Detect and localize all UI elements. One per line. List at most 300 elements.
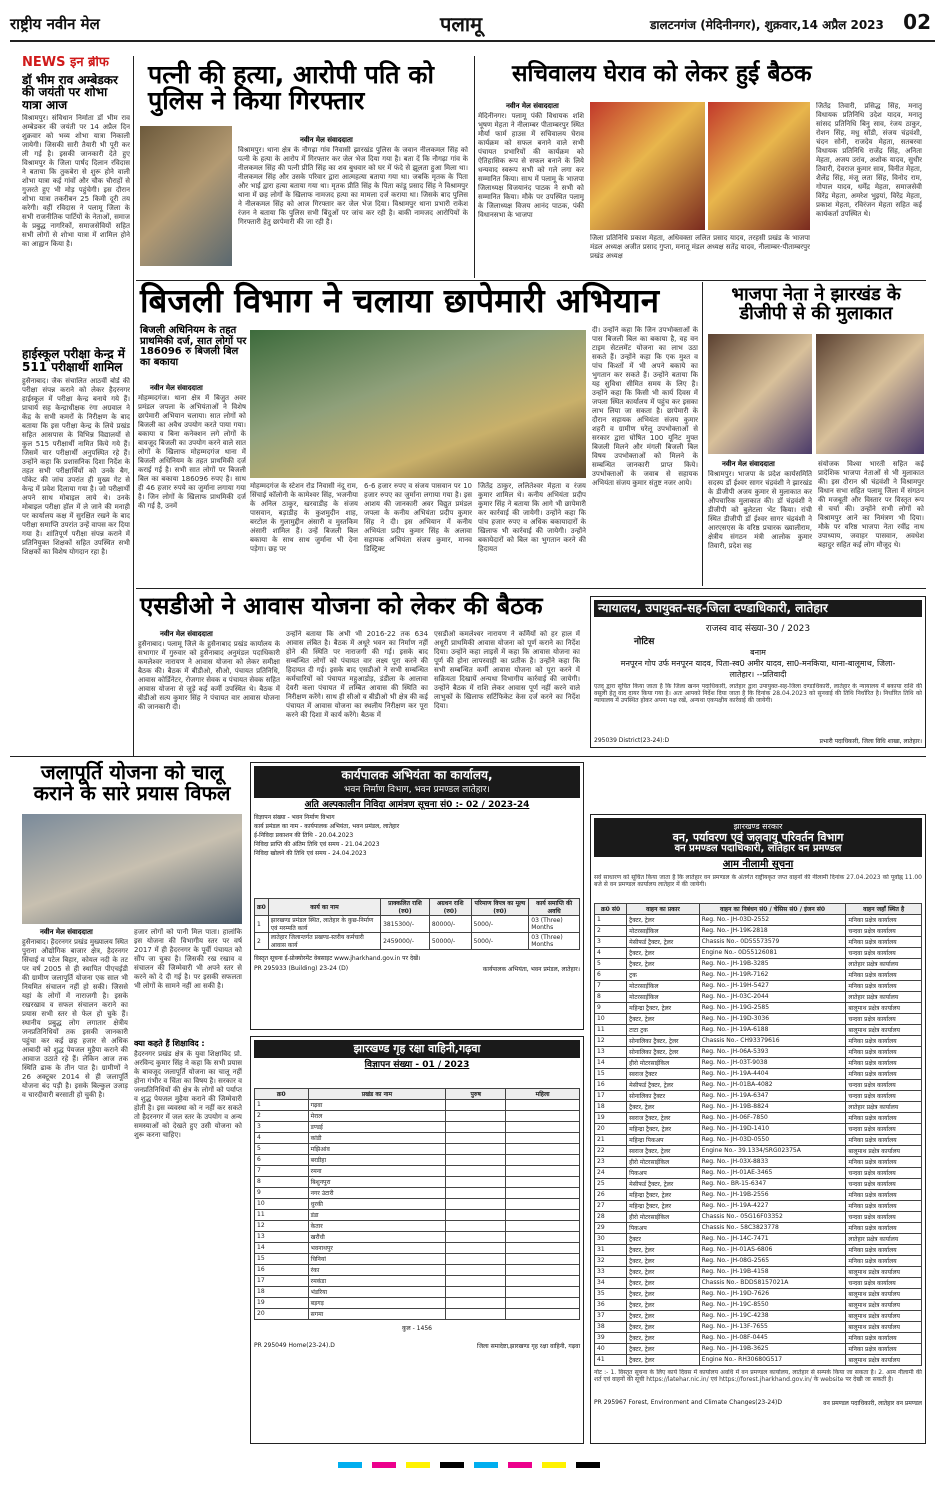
table-cell: Reg. No.- JH-19D-7626	[699, 1288, 846, 1299]
table-cell: मेसीफर्ड ट्रैक्टर, ट्रेलर	[627, 1079, 699, 1090]
table-row	[595, 1244, 922, 1255]
table-cell: चन्दवा प्रक्षेत्र कार्यालय	[846, 1178, 922, 1189]
table-row	[595, 925, 922, 936]
table-cell: Chassis No.- BDDS8157021A	[699, 1277, 846, 1288]
forest-col-header: वाहन का प्रकार	[627, 903, 699, 914]
table-cell	[446, 1286, 506, 1297]
table-cell: चन्दवा प्रक्षेत्र कार्यालय	[846, 1013, 922, 1024]
table-cell: 7	[255, 1165, 309, 1176]
court-pr: 295039 District(23-24):D	[594, 736, 670, 744]
homeguard-col-header: महिला	[506, 1088, 580, 1099]
table-cell: बालूमाथ प्रक्षेत्र कार्यालय	[846, 1024, 922, 1035]
electricity-byline: नवीन मेल संवाददाता	[150, 384, 203, 392]
secretariat-photo-left	[590, 102, 705, 230]
table-cell: 5000/-	[471, 916, 529, 933]
table-cell: Reg. No.- JH-08G-2565	[699, 1255, 846, 1266]
table-cell	[506, 1297, 580, 1308]
water-meeting-photo	[22, 814, 242, 924]
table-cell: 1	[255, 916, 269, 933]
forest-govt: झारखण्ड सरकार	[733, 822, 783, 831]
table-cell: 36	[595, 1299, 627, 1310]
table-cell: Reg. No.- JH-06A-5393	[699, 1046, 846, 1057]
table-row	[595, 1101, 922, 1112]
registration-swatch	[542, 1462, 566, 1468]
homeguard-col-header: प्रखंड का नाम	[308, 1088, 445, 1099]
wife-story-headline: पत्नी की हत्या, आरोपी पति को पुलिस ने किया गिरफ्तार	[148, 60, 434, 116]
table-cell	[506, 1242, 580, 1253]
registration-swatch	[440, 1462, 464, 1468]
table-cell: 14	[595, 1057, 627, 1068]
table-row	[595, 1211, 922, 1222]
table-cell: Reg. No.- JH-03X-8833	[699, 1156, 846, 1167]
table-cell: 4	[595, 947, 627, 958]
table-cell: 22	[595, 1145, 627, 1156]
table-cell: 26	[595, 1189, 627, 1200]
table-cell: Reg. No.- JH-19D-3036	[699, 1013, 846, 1024]
table-cell: 23	[595, 1156, 627, 1167]
registration-swatch	[508, 1462, 532, 1468]
table-cell: मनिका प्रक्षेत्र कार्यालय	[846, 980, 922, 991]
bjp-body-col2: संयोजक विश्वा भारती सहित कई प्रादेशिक भाजपा नेताओं से भी मुलाकात की। इस दौरान श्री चंद्रवंशी ने विश्रामपुर विधान सभा सहित पलामू जिला में संगठन की मजबूती और विस्तार पर विस्तृत रूप से चर्चा की। उन्होंने सभी लोगों को विश्रामपुर आने का निमंत्रण भी दिया। मौके पर वरिष्ठ भाजपा नेता रवींद्र नाथ उपाध्याय, जवाहर पासवान, अवधेश बहादुर सहित कई लोग मौजूद थे।	[818, 460, 924, 549]
table-cell: 11	[595, 1024, 627, 1035]
table-cell: लातेहार प्रक्षेत्र कार्यालय	[846, 991, 922, 1002]
secretariat-photo-right	[708, 102, 810, 230]
table-cell: Reg. No.- JH-19C-4238	[699, 1310, 846, 1321]
court-party: मनपूरन गोप उर्फ मनपूरन यादव, पिता-स्व0 अमीर यादव, सा0-मनकिया, थाना-बालूमाथ, जिला-लातेहार। --प्रतिवादी	[620, 658, 896, 679]
table-row	[595, 1233, 922, 1244]
table-cell: ट्रैक्टर, ट्रेलर	[627, 1255, 699, 1266]
electricity-raid-photo	[250, 330, 586, 478]
table-cell: ट्रैक्टर	[627, 1233, 699, 1244]
table-cell: 29	[595, 1222, 627, 1233]
electricity-body-col1: मोहम्मदगंज। थाना क्षेत्र में बिजुत अवर प्रमंडल जपला के अभियंताओं ने विशेष छापेमारी अभियान चलाया। सात लोगों को बिजली का अवैध उपयोग करते पाया गया। बकाया व बिना कनेक्शन लगे लोगों के बावजूद बिजली का उपयोग करने वाले सात लोगों के खिलाफ मोहम्मदगंज थाना में बिजली अधिनियम के तहत प्राथमिकी दर्ज कराई गई है। सभी सात लोगों पर बिजली बिल का बकाया 186096 रुपए है। साथ ही 46 हजार रुपये का जुर्माना लगाया गया है। जिन लोगों के खिलाफ प्राथमिकी दर्ज की गई है, उनमें	[138, 394, 246, 510]
table-cell: चन्दवा प्रक्षेत्र कार्यालय	[846, 1277, 922, 1288]
table-row	[595, 969, 922, 980]
table-cell: लातेहार जिलान्तर्गत प्रखण्ड-स्तरीय कर्मचारी आवास कार्य	[268, 933, 380, 950]
table-cell: मनिका प्रक्षेत्र कार्यालय	[846, 1244, 922, 1255]
forest-col-header: क्र0 सं0	[595, 903, 627, 914]
table-cell: रमकंडा	[308, 1275, 445, 1286]
registration-swatch	[576, 1462, 600, 1468]
table-cell: मनिका प्रक्षेत्र कार्यालय	[846, 914, 922, 925]
table-row	[595, 1145, 922, 1156]
table-cell: 27	[595, 1200, 627, 1211]
registration-swatch	[474, 1462, 498, 1468]
homeguard-signatory: जिला समादेष्टा,झारखण्ड गृह रक्षा वाहिनी, गढ़वा	[477, 1342, 580, 1350]
electricity-subhead: बिजली अधिनियम के तहत प्राथमिकी दर्ज, सात लोगों पर 186096 रु बिजली बिल का बकाया	[140, 325, 247, 368]
table-cell: Reg. No.- JH-19K-2818	[699, 925, 846, 936]
table-cell	[446, 1198, 506, 1209]
table-cell: Reg. No.- JH-19G-2585	[699, 1002, 846, 1013]
table-cell: टाटा ट्रक	[627, 1024, 699, 1035]
table-cell: मनिका प्रक्षेत्र कार्यालय	[846, 1068, 922, 1079]
table-cell: ट्रैक्टर, ट्रेलर	[627, 1266, 699, 1277]
table-row	[595, 1002, 922, 1013]
water-quote-label: क्या कहते हैं शिक्षाविद :	[134, 1039, 205, 1048]
table-cell: 11	[255, 1209, 309, 1220]
table-row	[255, 1308, 580, 1319]
sdo-body-col2: उन्होंने बताया कि अभी भी 2016-22 तक 634 आवास लंबित है। बैठक में अधूरे भवन का निर्माण नहीं होने की स्थिति पर नाराजगी की गई। इसके बाद सम्बन्धित लोगों को पंचायत वार लक्ष्य पूरा करने की हिदायत दी गई। इसके बाद एसडीओ ने सभी सम्बन्धित कर्मचारियों को पंचायत महुआडोड़, डंडीला के आलावा देवरी कला पंचायत में लम्बित आवास की स्थिति का निरीक्षण करेंगे। साथ ही सीओ व बीडीओ भी क्षेत्र की कई पंचायत में आवास योजना का स्थलीय निरीक्षण कर पूरा करने की दिशा में कार्य करेंगे। बैठक में	[286, 630, 428, 719]
table-row	[595, 1310, 922, 1321]
table-cell: 31	[595, 1244, 627, 1255]
electricity-body-col4: जितेंद्र ठाकुर, ललितेश्वर मेहता व रंजय कुमार शामिल थे। कनीय अभियंता प्रदीप कुमार सिंह ने बताया कि आगे भी छापेमारी कर कार्रवाई की जायेगी। उन्होंने कहा कि पांच हजार रुपए व अधिक बकायादारों के खिलाफ भी कार्रवाई की जायेगी। उन्होंने बकायेदारों को बिल का भुगतान करने की हिदायत	[478, 482, 586, 553]
forest-vehicle-table	[594, 903, 922, 1366]
table-cell: Reg. No.- JH-19B-4158	[699, 1266, 846, 1277]
table-cell	[506, 1231, 580, 1242]
table-cell: डण्डई	[308, 1121, 445, 1132]
table-cell	[446, 1099, 506, 1110]
tender-info-row: निविदा प्राप्ति की अंतिम तिथि एवं समय - 21.04.2023	[254, 841, 380, 849]
table-cell	[506, 1264, 580, 1275]
table-cell: मोटरसाईकिल	[627, 980, 699, 991]
table-cell	[506, 1253, 580, 1264]
table-cell: मनिका प्रक्षेत्र कार्यालय	[846, 1112, 922, 1123]
table-cell: ट्रैक्टर, ट्रेलर	[627, 947, 699, 958]
table-cell: Reg. No.- JH-13F-7655	[699, 1321, 846, 1332]
table-row	[595, 1266, 922, 1277]
table-cell: महिन्द्रा पिकअप	[627, 1134, 699, 1145]
table-cell	[446, 1110, 506, 1121]
table-cell	[506, 1275, 580, 1286]
brief2-body: हुसैनाबाद। जैक संचालित आठवीं बोर्ड की परीक्षा संपन्न कराने को लेकर हैदरनगर हाईस्कूल में परीक्षा केन्द्र बनाये गये हैं। प्राचार्य सह केन्द्राधीक्षक रंगा अग्रवाल ने केंद्र के सभी कमरों के निरीक्षण के बाद बताया कि इस परीक्षा केन्द्र के लिये प्रखंड सहित आसपास के विभिन्न विद्यालयों से कुल 515 परीक्षार्थी नामित किये गये हैं। जिसमें चार परीक्षार्थी अनुपस्थित रहे हैं। उन्होंने कहा कि प्रशासनिक दिशा निर्देश के तहत सभी परीक्षार्थियों को उनके बैग, पॉकेट की जांच उपरांत ही मुख्य गेट से केन्द्र में प्रवेश दिलाया गया है। जो परीक्षार्थी अपने साथ मोबाइल लाये थे। उनके मोबाइल परीक्षा हॉल में ले जाने की मनाही पर कार्यालय कक्ष में सुरक्षित रखने के बाद परीक्षा समाप्ति उपरांत उन्हें वापस कर दिया गया है। शांतिपूर्ण परीक्षा संपन्न कराने में प्रतिनियुक्त शिक्षकों सहित उपस्थित सभी शिक्षकों का विशेष योगदान रहा है।	[22, 376, 130, 556]
table-row	[595, 914, 922, 925]
table-cell: 10	[255, 1198, 309, 1209]
table-cell: 37	[595, 1310, 627, 1321]
table-row	[595, 1024, 922, 1035]
table-cell: 2459000/-	[381, 933, 430, 950]
table-row	[255, 1231, 580, 1242]
table-cell	[506, 1132, 580, 1143]
table-row	[255, 1198, 580, 1209]
table-cell: 41	[595, 1354, 627, 1365]
table-cell: Chassis No.- 05G16F03352	[699, 1211, 846, 1222]
table-cell: 3	[255, 1121, 309, 1132]
sdo-byline: नवीन मेल संवाददाता	[160, 630, 213, 638]
table-row	[255, 1132, 580, 1143]
table-cell: Reg. No.- JH-03D-2552	[699, 914, 846, 925]
table-row	[595, 1288, 922, 1299]
table-cell: मनिका प्रक्षेत्र कार्यालय	[846, 1156, 922, 1167]
court-signatory: प्रभारी पदाधिकारी, जिला विधि शाखा, लातेहार।	[819, 737, 922, 745]
table-cell	[506, 1308, 580, 1319]
table-cell: Chassis No.- 58C3823778	[699, 1222, 846, 1233]
table-row	[595, 1222, 922, 1233]
tender-notice: अति अल्पकालीन निविदा आमंत्रण सूचना सं0 :- 02 / 2023-24	[304, 799, 530, 810]
table-row	[595, 1068, 922, 1079]
table-cell: हीरो मोटरसाईकिल	[627, 1156, 699, 1167]
forest-dept: वन, पर्यावरण एवं जलवायु परिवर्तन विभाग	[672, 831, 844, 844]
table-cell: ट्रैक्टर, ट्रेलर	[627, 1101, 699, 1112]
table-cell: Reg. No.- JH-19H-5427	[699, 980, 846, 991]
forest-col-header: वाहन जहाँ स्थित है	[846, 903, 922, 914]
tender-col-header: अग्रधन राशि (रु0)	[429, 899, 471, 916]
table-row	[255, 916, 580, 933]
forest-col-header: वाहन का निबंधन सं0 / चेसिस सं0 / इंजन सं0	[699, 903, 846, 914]
table-cell: 25	[595, 1178, 627, 1189]
table-cell	[506, 1176, 580, 1187]
table-cell: मनिका प्रक्षेत्र कार्यालय	[846, 1200, 922, 1211]
tender-info-row: निविदा खोलने की तिथि एवं समय - 24.04.2023	[254, 850, 367, 858]
table-cell: बड़गड़	[308, 1297, 445, 1308]
table-row	[255, 1209, 580, 1220]
forest-signatory: वन प्रमण्डल पदाधिकारी, लातेहार वन प्रमण्डल	[823, 1399, 922, 1407]
print-color-bar	[24, 1462, 924, 1472]
wife-story-byline: नवीन मेल संवाददाता	[300, 136, 353, 144]
brief1-title: डॉ भीम राव अम्बेडकर की जयंती पर शोभा यात्रा आज	[22, 72, 118, 112]
table-cell: 1	[255, 1099, 309, 1110]
homeguard-pr: PR 295049 Home(23-24).D	[254, 1341, 335, 1349]
table-row	[595, 991, 922, 1002]
table-row	[595, 1255, 922, 1266]
table-cell: 38	[595, 1321, 627, 1332]
table-row	[255, 1099, 580, 1110]
table-cell: मनिका प्रक्षेत्र कार्यालय	[846, 1134, 922, 1145]
table-cell: मनिका प्रक्षेत्र कार्यालय	[846, 1332, 922, 1343]
table-cell: लातेहार प्रक्षेत्र कार्यालय	[846, 958, 922, 969]
table-cell	[446, 1220, 506, 1231]
table-cell: ट्रैक्टर, ट्रेलर	[627, 1299, 699, 1310]
table-row	[595, 1178, 922, 1189]
court-notice-ad	[590, 596, 926, 748]
bjp-body-col1: विश्रामपुर। भाजपा के प्रदेश कार्यसमिति सदस्य डॉ ईश्वर सागर चंद्रवंशी ने झारखंड के डीजीपी अजय कुमार से मुलाकात कर औपचारिक मुलाकात की। डॉ चंद्रवंशी ने डीजीपी को बुलेटला भेंट किया। रांची स्थित डीजीपी डॉ ईश्वर सागर चंद्रवंशी ने आरएसएस के वरिष्ठ प्रचारक ख्यालीराम, क्षेत्रीय संगठन मंत्री आलोक कुमार तिवारी, प्रदेश सह	[708, 470, 812, 550]
forest-auction-ad	[590, 814, 926, 1444]
table-cell: 24	[595, 1167, 627, 1178]
table-cell: लातेहार प्रक्षेत्र कार्यालय	[846, 1101, 922, 1112]
table-cell: मनिका प्रक्षेत्र कार्यालय	[846, 1046, 922, 1057]
table-cell	[446, 1242, 506, 1253]
table-cell: 5000/-	[471, 933, 529, 950]
tender-table	[254, 898, 580, 950]
table-cell	[446, 1209, 506, 1220]
table-cell: 8	[595, 991, 627, 1002]
water-body-col2b: हैदरनगर प्रखंड क्षेत्र के युवा शिक्षाविद प्रो. अरविन्द कुमार सिंह ने कहा कि सभी प्रयास के बावजूद जलापूर्ति योजना का चालू नहीं होना गंभीर व चिंता का विषय है। सरकार व जनप्रतिनिधियों की क्षेत्र के लोगों को पर्याप्त व शुद्ध पेयजल मुहैया कराने की जिम्मेवारी होती है। इस व्यवस्था को न नहीं कर सकते तो हैदरनगर में जल स्तर के उपयोग व अन्य समस्याओं को देखते हुए उसी योजना को शुरू करना चाहिए।	[134, 1050, 242, 1140]
table-cell: मनिका प्रक्षेत्र कार्यालय	[846, 969, 922, 980]
table-cell: लातेहार प्रक्षेत्र कार्यालय	[846, 1233, 922, 1244]
table-cell: 4	[255, 1132, 309, 1143]
table-cell: 20	[595, 1123, 627, 1134]
table-cell: मनिका प्रक्षेत्र कार्यालय	[846, 1255, 922, 1266]
column-divider	[474, 56, 475, 278]
homeguard-total: कुल - 1456	[402, 1324, 432, 1332]
table-cell: हीरो मोटरसाईकिल	[627, 1211, 699, 1222]
table-row	[595, 1277, 922, 1288]
table-cell: Reg. No.- JH-06F-7850	[699, 1112, 846, 1123]
table-cell: बिशुनपुरा	[308, 1176, 445, 1187]
table-cell: मनिका प्रक्षेत्र कार्यालय	[846, 1057, 922, 1068]
table-cell: 2	[255, 933, 269, 950]
table-cell: 39	[595, 1332, 627, 1343]
table-cell: Reg. No.- JH-19A-6347	[699, 1090, 846, 1101]
table-row	[255, 1110, 580, 1121]
table-cell: धुरकी	[308, 1198, 445, 1209]
table-cell: मझिआंव	[308, 1143, 445, 1154]
table-cell: 5	[255, 1143, 309, 1154]
table-cell: Reg. No.- JH-01BA-4082	[699, 1079, 846, 1090]
table-cell: 30	[595, 1233, 627, 1244]
table-cell: बालूमाथ प्रक्षेत्र कार्यालय	[846, 1288, 922, 1299]
table-cell: Reg. No.- BR-15-6347	[699, 1178, 846, 1189]
tender-col-header: कार्य का नाम	[268, 899, 380, 916]
table-cell: हीरो मोटरसाईकिल	[627, 1057, 699, 1068]
table-cell: बालूमाथ प्रक्षेत्र कार्यालय	[846, 1321, 922, 1332]
table-cell: ट्रैक्टर, ट्रेलर	[627, 958, 699, 969]
table-cell: बरडीहा	[308, 1154, 445, 1165]
bjp-headline: भाजपा नेता ने झारखंड के डीजीपी से की मुलाकात	[731, 284, 901, 324]
table-cell	[506, 1198, 580, 1209]
homeguard-table	[254, 1088, 580, 1320]
table-cell: चन्दवा प्रक्षेत्र कार्यालय	[846, 1123, 922, 1134]
table-cell: Reg. No.- JH-19B-2556	[699, 1189, 846, 1200]
table-row	[255, 1143, 580, 1154]
table-cell: Chassis No.- 0D55573579	[699, 936, 846, 947]
table-cell: Reg. No.- JH-19A-4227	[699, 1200, 846, 1211]
table-cell	[446, 1264, 506, 1275]
homeguard-ad	[250, 1036, 584, 1444]
registration-swatch	[338, 1462, 362, 1468]
column-divider	[702, 282, 703, 586]
table-cell: 80000/-	[429, 916, 471, 933]
table-cell: पिकअप	[627, 1167, 699, 1178]
tender-info-row: विज्ञापन संख्या - भवन निर्माण विभाग	[254, 814, 335, 822]
table-cell: 03 (Three) Months	[529, 933, 580, 950]
table-cell: Engine No.- 0D55126081	[699, 947, 846, 958]
court-title: न्यायालय, उपायुक्त-सह-जिला दण्डाधिकारी, लातेहार	[594, 600, 922, 617]
table-cell: 20	[255, 1308, 309, 1319]
table-cell: नगर उंटारी	[308, 1187, 445, 1198]
table-cell: ट्रैक्टर, ट्रेलर	[627, 1288, 699, 1299]
table-row	[595, 1090, 922, 1101]
column-divider	[133, 56, 134, 756]
brief2-title: हाईस्कूल परीक्षा केन्द्र में 511 परीक्षार्थी शामिल	[22, 347, 125, 375]
table-cell: 40	[595, 1343, 627, 1354]
table-row	[255, 1187, 580, 1198]
table-cell	[446, 1154, 506, 1165]
table-cell	[506, 1286, 580, 1297]
electricity-body-col2: मोहम्मदगंज के स्टेशन रोड निवासी नंदू राम, सिंचाई कॉलोनी के कामेश्वर सिंह, भजनीया के अनिल ठाकुर, खरवाडीह के संजय पासवान, बड़ाडीह के कुशमुदीन शाह, बरटोल के गुलामुद्दीन अंसारी व मुस्तकिम अंसारी शामिल हैं। उन्हें बिजली बिल बकाया के साथ साथ जुर्माना भी देना पड़ेगा। छह पर	[250, 482, 358, 553]
table-row	[255, 1220, 580, 1231]
table-cell: 17	[255, 1275, 309, 1286]
homeguard-title: झारखण्ड गृह रक्षा वाहिनी,गढ़वा	[254, 1040, 580, 1058]
table-row	[255, 1165, 580, 1176]
forest-intro: सर्व साधारण को सूचित किया जाता है कि लातेहार वन प्रमण्डल के अंतर्गत राष्ट्रीयकृत जप्त वाहनों की नीलामी दिनांक 27.04.2023 को पूर्वाह्न 11.00 बजे से वन प्रमण्डल कार्यालय लातेहार में की जायेगी।	[594, 873, 922, 888]
table-cell: 13	[595, 1046, 627, 1057]
tender-col-header: क्र0	[255, 899, 269, 916]
table-cell: मनिका प्रक्षेत्र कार्यालय	[846, 1222, 922, 1233]
table-cell: महिन्द्रा ट्रैक्टर, ट्रेलर	[627, 1002, 699, 1013]
table-cell: 2	[595, 925, 627, 936]
table-cell: 9	[595, 1002, 627, 1013]
table-row	[595, 1299, 922, 1310]
table-cell: Reg. No.- JH-03D-0550	[699, 1134, 846, 1145]
table-cell: 6	[255, 1154, 309, 1165]
table-row	[595, 1200, 922, 1211]
table-row	[255, 1242, 580, 1253]
table-cell: 19	[255, 1297, 309, 1308]
table-cell: 17	[595, 1090, 627, 1101]
forest-office: वन प्रमण्डल पदाधिकारी, लातेहार वन प्रमण्डल	[674, 842, 842, 854]
table-row	[255, 1253, 580, 1264]
section-rule	[10, 756, 926, 757]
table-row	[255, 933, 580, 950]
table-cell	[446, 1297, 506, 1308]
table-cell: मेसीफर्ड ट्रैक्टर, ट्रेलर	[627, 1178, 699, 1189]
table-row	[595, 1123, 922, 1134]
table-cell: मनिका प्रक्षेत्र कार्यालय	[846, 1189, 922, 1200]
tender-col-header: परिमाण विपत्र का मूल्य (रु0)	[471, 899, 529, 916]
table-cell: 15	[255, 1253, 309, 1264]
table-cell	[446, 1176, 506, 1187]
table-cell: 34	[595, 1277, 627, 1288]
table-cell: 10	[595, 1013, 627, 1024]
table-cell: भंडरिया	[308, 1286, 445, 1297]
brief1-body: विश्रामपुर। संविधान निर्माता डॉ भीम राव अम्बेडकर की जयंती पर 14 अप्रैल दिन शुक्रवार को भव्य शोभा यात्रा निकाली जायेगी। जिसकी सारी तैयारी भी पूरी कर ली गई है। इसकी जानकारी देते हुए विश्रामपुर के जिला पार्षद दिलान रविदास ने बताया कि तुकबेरा से शुरू होने वाली शोभा यात्रा कई गांवों और चौक चौराहों से गुजरते हुए भी मोड़ पहुंचेगी। इस दौरान शोभा यात्रा तकरीबन 25 किमी दूरी तय करेगी। वहीं रविदास ने पलामू जिला के सभी राजनीतिक पार्टियों के नेताओं, समाज के प्रबुद्ध नागरिकों, समाजसेवियों सहित सभी लोगों से शोभा यात्रा में शामिल होने का आह्वान किया है।	[22, 114, 130, 249]
sdo-body-col3: एसडीओ कमलेश्वर नारायण ने कर्मियों को हर हाल में अधूरी प्राथमिकी आवास योजना को पूर्ण कराने का निर्देश दिया। उन्होंने कहा लाइसें में कहा कि आवास योजना का पूर्ण की होना लापरवाही का प्रतीक है। उन्होंने कहा कि सभी सम्बन्धित कर्मी आवास योजना को पूरा करने में सक्रियता दिखायें अन्यथा विभागीय कार्रवाई की जायेगी। उन्होंने बैठक में राशि लेकर आवास पूर्ण नहीं करने वाले लाभुकों के खिलाफ सर्टिफिकेट केस दर्ज करने का निर्देश दिया।	[434, 630, 580, 710]
table-cell: 9	[255, 1187, 309, 1198]
table-cell: 21	[595, 1134, 627, 1145]
tender-info-list	[254, 813, 580, 858]
table-cell: मोटरसाईकिल	[627, 925, 699, 936]
table-cell: मेसीफर्ड ट्रैक्टर, ट्रेलर	[627, 936, 699, 947]
table-row	[255, 1176, 580, 1187]
wife-story-body: विश्रामपुर। थाना क्षेत्र के नौगढ़ा गांव निवासी झारखंड पुलिस के जवान नीलकमल सिंह को पत्नी के हत्या के आरोप में गिरफ्तार कर जेल भेज दिया गया है। बता दें कि नौगढ़ा गांव के नीलकमल सिंह की पत्नी प्रीति सिंह का शव बुधवार को घर में फंदे से झूलता हुआ मिला था। नीलकमल सिंह और उसके परिवार द्वारा आत्महत्या बताया गया था। जबकि मृतक के पिता और भाई द्वारा हत्या बताया गया था। मृतक प्रीति सिंह के पिता कांडू प्रसाद सिंह ने विश्रामपुर थाना में छह लोगों के खिलाफ नामजद हत्या का मामला दर्ज कराया था। जिसके बाद पुलिस ने नीलकमल सिंह को आज गिरफ्तार कर जेल भेज दिया। विश्रामपुर थाना प्रभारी राकेश रंजन ने बताया कि पुलिस सभी बिंदुओं पर जांच कर रही है। बाकी नामजद आरोपियों के गिरफ्तारी हेतु छापेमारी की जा रही है।	[238, 146, 468, 226]
table-cell: सोनालिका ट्रैक्टर, ट्रेलर	[627, 1035, 699, 1046]
table-cell: 3	[595, 936, 627, 947]
tender-signatory: कार्यपालक अभियंता, भवन प्रमंडल, लातेहार।	[482, 966, 580, 974]
table-cell: मनिका प्रक्षेत्र कार्यालय	[846, 1035, 922, 1046]
table-row	[595, 1079, 922, 1090]
table-cell: सगमा	[308, 1308, 445, 1319]
table-cell: 03 (Three) Months	[529, 916, 580, 933]
tender-pr: PR 295933 (Building) 23-24 (D)	[254, 965, 349, 973]
table-cell: 18	[255, 1286, 309, 1297]
table-cell: कांडी	[308, 1132, 445, 1143]
table-cell: चिनियां	[308, 1253, 445, 1264]
section-rule	[136, 588, 926, 589]
table-cell: चन्दवा प्रक्षेत्र कार्यालय	[846, 925, 922, 936]
dateline: डालटनगंज (मेदिनीनगर), शुक्रवार,14 अप्रैल 2023	[650, 18, 884, 32]
table-row	[595, 936, 922, 947]
table-cell	[506, 1143, 580, 1154]
secretariat-caption: जिला प्रतिनिधि प्रकाश मेहता, अधिवक्ता ललित प्रसाद यादव, तरहसी प्रखंड के भाजपा मंडल अध्यक्ष अजीत प्रसाद गुप्ता, मनातू मंडल अध्यक्ष सतेंद्र यादव, नीलाम्बर-पीताम्बरपुर प्रखंड अध्यक्ष	[590, 234, 810, 260]
table-cell: Reg. No.- JH-08F-0445	[699, 1332, 846, 1343]
table-cell: गढ़वा	[308, 1099, 445, 1110]
table-cell: महिन्द्रा ट्रैक्टर, ट्रेलर	[627, 1200, 699, 1211]
table-row	[595, 1013, 922, 1024]
table-cell: Reg. No.- JH-19D-1410	[699, 1123, 846, 1134]
table-cell	[506, 1099, 580, 1110]
tender-info-row: कार्य प्रमंडल का नाम - कार्यपालक अभियंता, भवन प्रमंडल, लातेहार	[254, 823, 400, 831]
table-cell: Reg. No.- JH-03C-2044	[699, 991, 846, 1002]
table-cell: भवनाथपुर	[308, 1242, 445, 1253]
table-cell: चन्दवा प्रक्षेत्र कार्यालय	[846, 947, 922, 958]
table-cell: Reg. No.- JH-19A-6188	[699, 1024, 846, 1035]
table-row	[595, 1189, 922, 1200]
table-cell	[506, 1209, 580, 1220]
electricity-headline: बिजली विभाग ने चलाया छापेमारी अभियान	[140, 281, 660, 320]
table-cell: चन्दवा प्रक्षेत्र कार्यालय	[846, 1211, 922, 1222]
table-cell	[446, 1132, 506, 1143]
table-cell: 15	[595, 1068, 627, 1079]
table-row	[595, 1156, 922, 1167]
tender-info-row: ई-निविदा प्रकाशन की तिथि - 20.04.2023	[254, 832, 354, 840]
table-cell: बालूमाथ प्रक्षेत्र कार्यालय	[846, 1002, 922, 1013]
table-cell: Reg. No.- JH-01AE-3465	[699, 1167, 846, 1178]
water-body-col1: हुसैनाबाद। हैदरनगर प्रखंड मुख्यालय स्थित पुराना औद्योगिक बाजार क्षेत्र, हैदरनगर सिंचाई व पटेल बिहार, कोयल नदी के तट पर वर्ष 2005 से ही स्थापित पीएचईडी की ग्रामीण जलापूर्ति योजना एक साल भी नियमित संचालन नहीं हो सकी। जिससे यहां के लोगों में नाराजगी है। इसके रखरखाव व सफल संचालन कराने का प्रयास सभी स्तर से फेल हो चुके हैं। स्थानीय प्रबुद्ध लोग लगातार क्षेत्रीय जनप्रतिनिधियों तक इसकी जानकारी पहुंचा कर कई छह हजार से अधिक आबादी को शुद्ध पेयजल मुहैया कराने की आवाज उठाते रहे हैं। लेकिन आज तक स्थिति ढाक के तीन पात है। ग्रामीणों ने 26 अक्टूबर 2014 से ही जलापूर्ति योजना बंद पड़ी है। इसके बिल्कुल उजाड़ व चारदीवारी बरसाती हो चुकी है।	[22, 938, 128, 1099]
table-cell: Reg. No.- JH-19B-8824	[699, 1101, 846, 1112]
table-row	[595, 1112, 922, 1123]
bjp-photo-left	[708, 334, 812, 454]
tender-col-header: प्राक्कलित राशि (रु0)	[381, 899, 430, 916]
